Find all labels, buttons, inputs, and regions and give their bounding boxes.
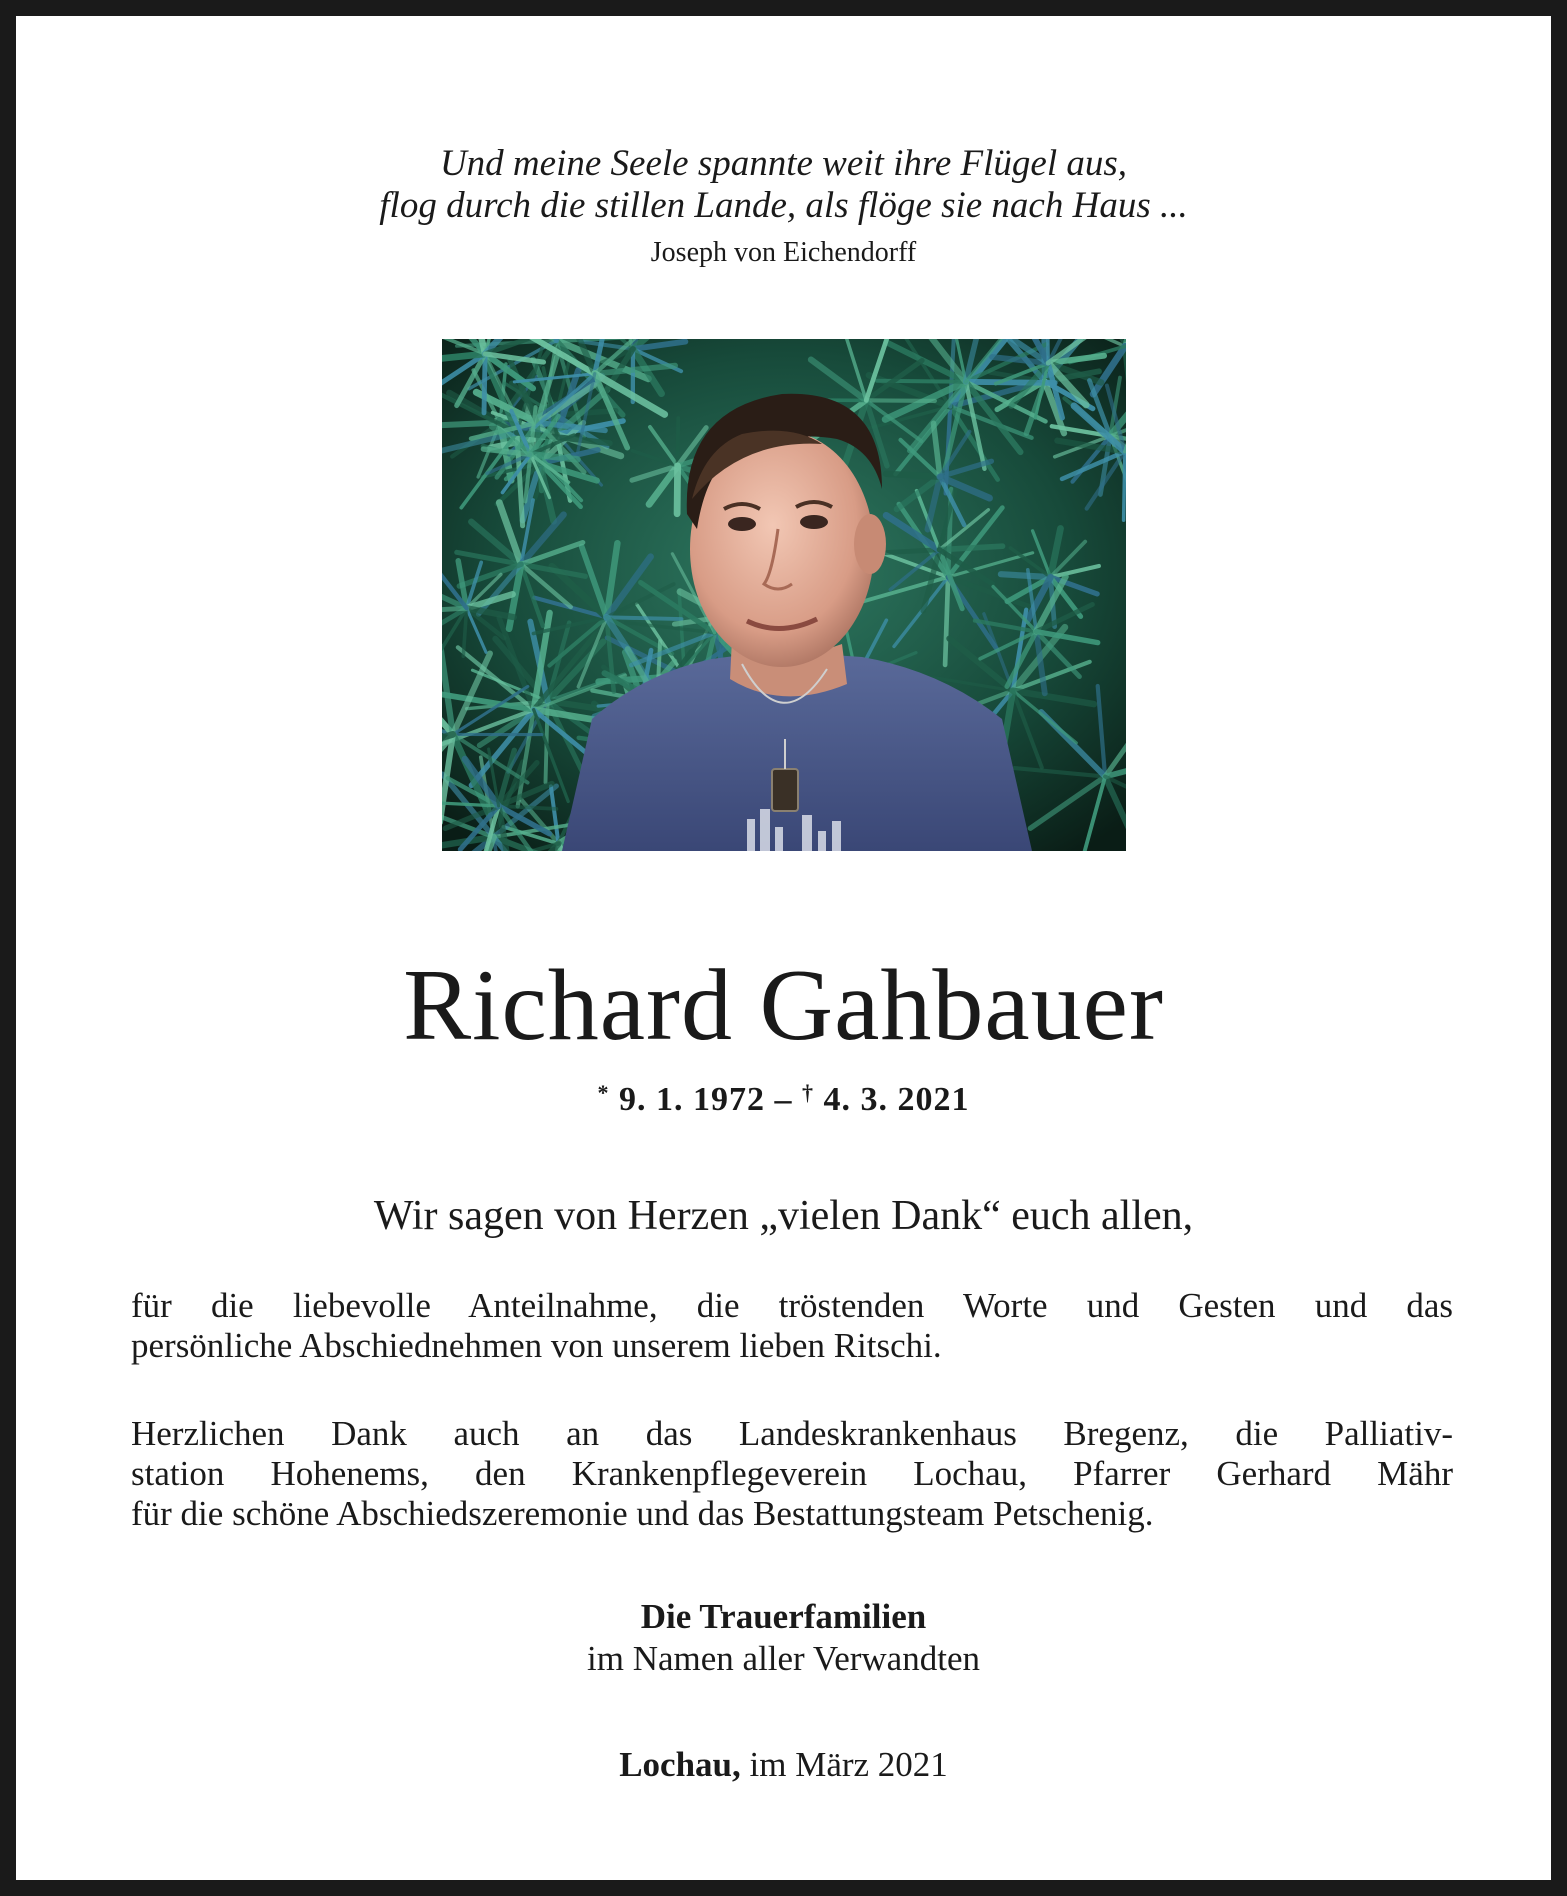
portrait-illustration — [442, 339, 1126, 851]
date: im März 2021 — [749, 1745, 948, 1784]
paragraph-2-line-1: Herzlichen Dank auch an das Landeskrankenhaus Bregenz, die Palliativ- — [131, 1414, 1453, 1453]
thanks-paragraph-1 — [131, 1286, 1453, 1366]
paragraph-1-line-2: persönliche Abschiednehmen von unserem lieben Ritschi. — [131, 1326, 942, 1365]
place-and-date — [16, 1744, 1551, 1786]
paragraph-1-line-1: für die liebevolle Anteilnahme, die tröstenden Worte und Gesten und das — [131, 1286, 1453, 1325]
paragraph-2-line-3: für die schöne Abschiedszeremonie und das Bestattungsteam Petschenig. — [131, 1494, 1154, 1533]
place: Lochau, — [619, 1745, 741, 1784]
date-separator: – — [765, 1081, 802, 1118]
thanks-heading: Wir sagen von Herzen „vielen Dank“ euch allen, — [373, 1193, 1194, 1239]
signature-family: Die Trauerfamilien — [640, 1597, 927, 1636]
quote-line-2: flog durch die stillen Lande, als flöge sie nach Haus ... — [379, 185, 1188, 226]
death-date: 4. 3. 2021 — [823, 1081, 970, 1118]
birth-date: 9. 1. 1972 — [619, 1081, 765, 1118]
deceased-name: Richard Gahbauer — [403, 949, 1164, 1062]
life-dates — [16, 1073, 1551, 1120]
signature-on-behalf: im Namen aller Verwandten — [587, 1639, 980, 1678]
quote-line-1: Und meine Seele spannte weit ihre Flügel aus, — [439, 143, 1128, 184]
death-symbol: † — [802, 1080, 814, 1105]
paragraph-2-line-2: station Hohenems, den Krankenpflegeverein Lochau, Pfarrer Gerhard Mähr — [131, 1454, 1453, 1493]
quote-author: Joseph von Eichendorff — [650, 237, 917, 268]
portrait-photo — [442, 339, 1126, 851]
birth-symbol: * — [597, 1080, 610, 1105]
thanks-paragraph-2 — [131, 1414, 1453, 1534]
